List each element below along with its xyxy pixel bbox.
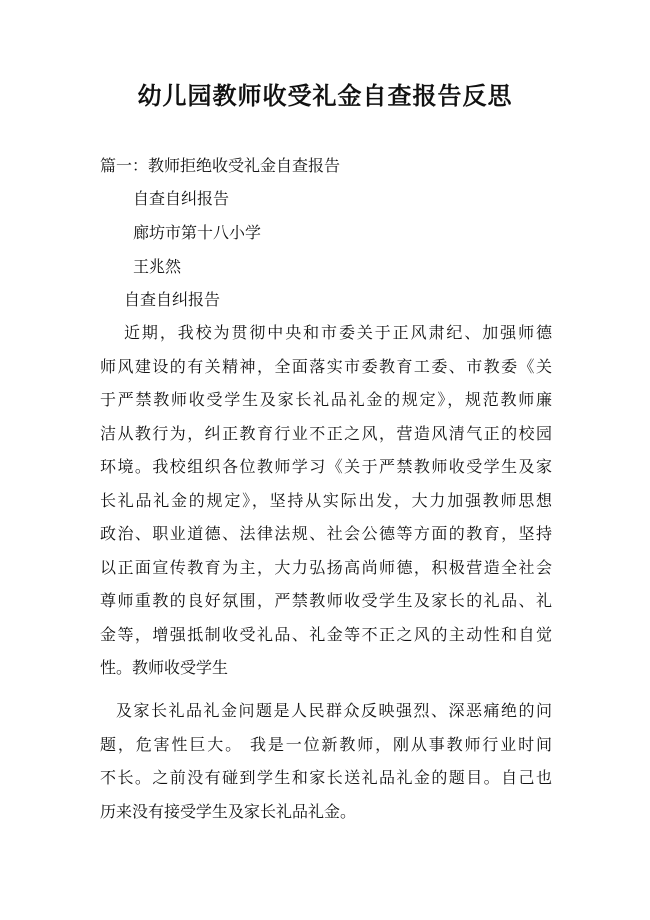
paragraph-line: 题，危害性巨大。 我是一位新教师，刚从事教师行业时间 xyxy=(100,735,552,754)
paragraph-line: 近期，我校为贯彻中央和市委关于正风肃纪、加强师德 xyxy=(124,323,552,342)
paragraph-line: 以正面宣传教育为主，大力弘扬高尚师德，积极营造全社会 xyxy=(100,558,552,577)
paragraph-line: 长礼品礼金的规定》，坚持从实际出发，大力加强教师思想 xyxy=(100,491,552,510)
meta-report-subtitle: 自查自纠报告 xyxy=(124,290,221,309)
paragraph-line: 洁从教行为，纠正教育行业不正之风，营造风清气正的校园 xyxy=(100,424,552,443)
section-heading: 篇一：教师拒绝收受礼金自查报告 xyxy=(100,156,341,175)
meta-report-title: 自查自纠报告 xyxy=(133,189,230,208)
paragraph-line: 及家长礼品礼金问题是人民群众反映强烈、深恶痛绝的问 xyxy=(116,701,552,720)
paragraph-line: 师风建设的有关精神，全面落实市委教育工委、市教委《关 xyxy=(100,357,552,376)
document-title: 幼儿园教师收受礼金自查报告反思 xyxy=(137,81,513,110)
paragraph-line: 历来没有接受学生及家长礼品礼金。 xyxy=(100,802,357,821)
paragraph-line: 政治、职业道德、法律法规、社会公德等方面的教育，坚持 xyxy=(100,524,552,543)
paragraph-line: 性。教师收受学生 xyxy=(100,658,229,677)
paragraph-line: 尊师重教的良好氛围，严禁教师收受学生及家长的礼品、礼 xyxy=(100,591,552,610)
paragraph-line: 于严禁教师收受学生及家长礼品礼金的规定》，规范教师廉 xyxy=(100,390,552,409)
paragraph-line: 不长。之前没有碰到学生和家长送礼品礼金的题目。自己也 xyxy=(100,768,552,787)
paragraph-line: 环境。我校组织各位教师学习《关于严禁教师收受学生及家 xyxy=(100,457,552,476)
meta-school-name: 廊坊市第十八小学 xyxy=(133,223,262,242)
meta-author-name: 王兆然 xyxy=(133,257,182,276)
paragraph-line: 金等，增强抵制收受礼品、礼金等不正之风的主动性和自觉 xyxy=(100,625,552,644)
